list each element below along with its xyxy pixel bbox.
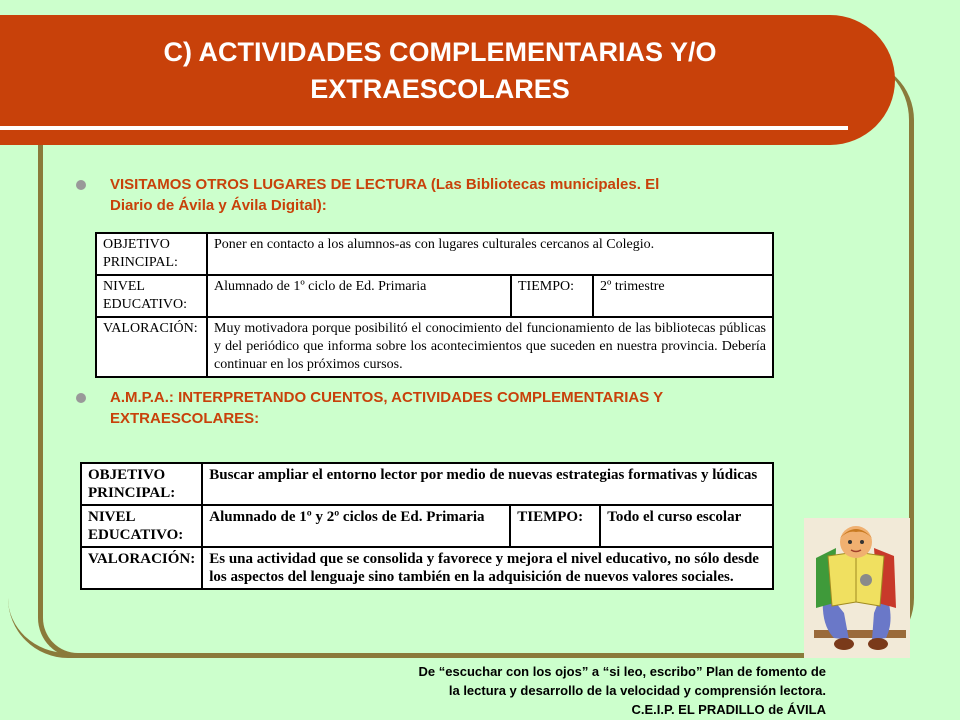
objetivo-label-cell bbox=[96, 233, 207, 275]
objetivo-value: Buscar ampliar el entorno lector por medio de nuevas estrategias formativas y lúdicas bbox=[202, 463, 773, 505]
footer-credit bbox=[419, 662, 826, 719]
tiempo-value: Todo el curso escolar bbox=[600, 505, 773, 547]
title-line-2: EXTRAESCOLARES bbox=[310, 74, 570, 104]
nivel-label-1: NIVEL bbox=[103, 279, 145, 294]
objetivo-label-1: OBJETIVO bbox=[88, 467, 166, 483]
nivel-value: Alumnado de 1º ciclo de Ed. Primaria bbox=[207, 275, 511, 317]
title-underline bbox=[0, 126, 848, 130]
section1-table bbox=[95, 232, 774, 378]
tiempo-label: TIEMPO: bbox=[510, 505, 600, 547]
nivel-label-2: EDUCATIVO: bbox=[88, 527, 184, 543]
valoracion-value: Muy motivadora porque posibilitó el conocimiento del funcionamiento de las bibliotecas públicas y del periódico que informa sobre los acontecimientos que suceden en nuestra provincia. Debería continuar en los próximos cursos. bbox=[207, 317, 773, 377]
valoracion-value: Es una actividad que se consolida y favorece y mejora el nivel educativo, no sólo desde los aspectos del lenguaje sino también en la adquisición de nuevos valores sociales. bbox=[202, 547, 773, 589]
footer-line-1: De “escuchar con los ojos” a “si leo, escribo” Plan de fomento de bbox=[418, 664, 826, 679]
nivel-label-cell bbox=[81, 505, 202, 547]
slide-title bbox=[0, 34, 880, 108]
section2-heading-line-2: EXTRAESCOLARES: bbox=[110, 410, 260, 427]
footer-line-3: C.E.I.P. EL PRADILLO de ÁVILA bbox=[631, 702, 826, 717]
table-row bbox=[81, 547, 773, 589]
section1-heading-line-1: VISITAMOS OTROS LUGARES DE LECTURA (Las Bibliotecas municipales. El bbox=[110, 176, 660, 193]
nivel-label-1: NIVEL bbox=[88, 509, 136, 525]
footer-line-2: la lectura y desarrollo de la velocidad y comprensión lectora. bbox=[448, 683, 826, 698]
table-row bbox=[81, 505, 773, 547]
table-row bbox=[96, 317, 773, 377]
tiempo-label: TIEMPO: bbox=[511, 275, 593, 317]
section2-heading-line-1: A.M.P.A.: INTERPRETANDO CUENTOS, ACTIVIDADES COMPLEMENTARIAS Y bbox=[110, 389, 664, 406]
table-row bbox=[96, 275, 773, 317]
child-reading-book-icon bbox=[804, 518, 910, 658]
objetivo-value: Poner en contacto a los alumnos-as con lugares culturales cercanos al Colegio. bbox=[207, 233, 773, 275]
objetivo-label-cell bbox=[81, 463, 202, 505]
table-row bbox=[81, 463, 773, 505]
tiempo-value: 2º trimestre bbox=[593, 275, 773, 317]
nivel-value: Alumnado de 1º y 2º ciclos de Ed. Primaria bbox=[202, 505, 510, 547]
valoracion-label: VALORACIÓN: bbox=[96, 317, 207, 377]
table-row bbox=[96, 233, 773, 275]
valoracion-label: VALORACIÓN: bbox=[81, 547, 202, 589]
nivel-label-2: EDUCATIVO: bbox=[103, 297, 187, 312]
objetivo-label-2: PRINCIPAL: bbox=[103, 255, 178, 270]
objetivo-label-1: OBJETIVO bbox=[103, 237, 170, 252]
nivel-label-cell bbox=[96, 275, 207, 317]
bullet-2 bbox=[76, 393, 86, 403]
section2-table bbox=[80, 462, 774, 590]
title-line-1: C) ACTIVIDADES COMPLEMENTARIAS Y/O bbox=[163, 37, 717, 67]
slide-frame-left bbox=[38, 140, 78, 658]
section1-heading-line-2: Diario de Ávila y Ávila Digital): bbox=[110, 197, 327, 214]
section1-heading bbox=[110, 174, 659, 216]
section2-heading bbox=[110, 387, 663, 429]
bullet-1 bbox=[76, 180, 86, 190]
objetivo-label-2: PRINCIPAL: bbox=[88, 485, 176, 501]
